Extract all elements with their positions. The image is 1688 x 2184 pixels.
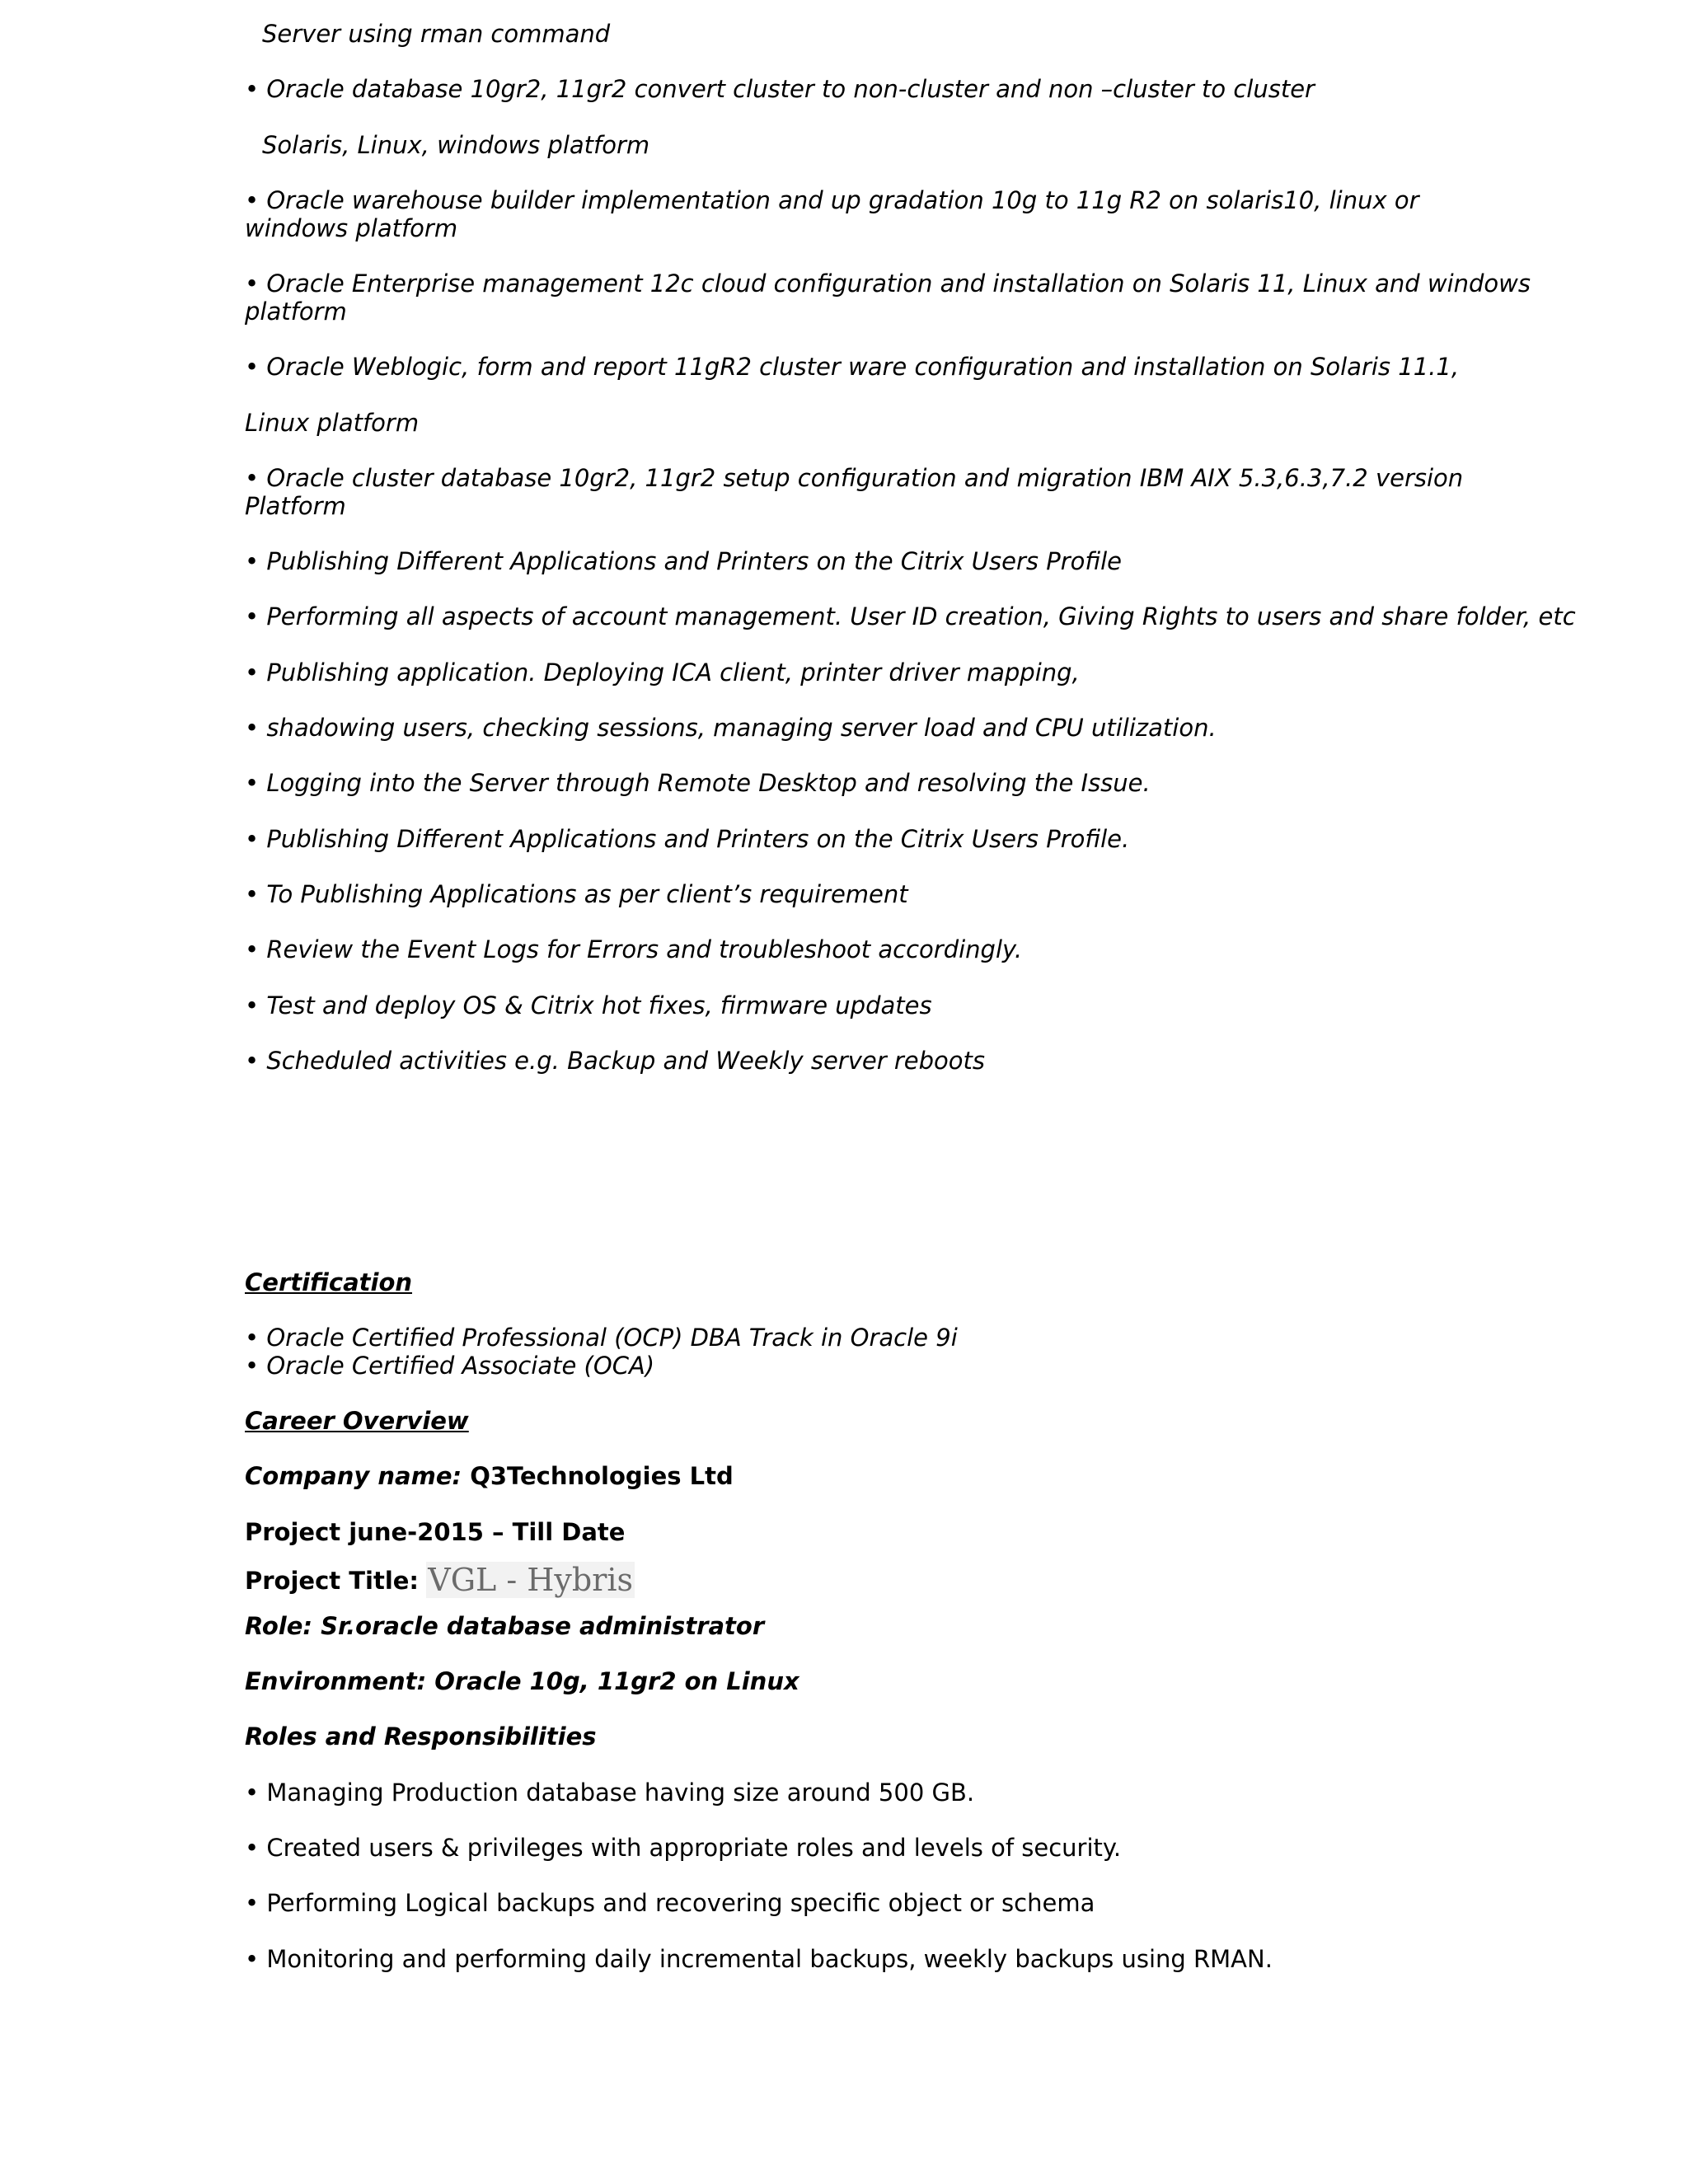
project-title-line — [245, 1562, 635, 1598]
experience-line: Solaris, Linux, windows platform — [262, 131, 650, 159]
experience-bullet: • Oracle Weblogic, form and report 11gR2 cluster ware configuration and installation on Solaris 11.1, — [245, 353, 1460, 381]
experience-line: Linux platform — [245, 409, 420, 437]
experience-bullet: • Publishing Different Applications and Printers on the Citrix Users Profile — [245, 547, 1123, 575]
role-line: Role: Sr.oracle database administrator — [245, 1612, 765, 1640]
experience-bullet: • Performing all aspects of account management. User ID creation, Giving Rights to users and share folder, etc — [245, 602, 1576, 630]
experience-bullet: • shadowing users, checking sessions, managing server load and CPU utilization. — [245, 714, 1217, 742]
experience-line: windows platform — [245, 214, 458, 242]
experience-bullet: • To Publishing Applications as per client’s requirement — [245, 880, 908, 908]
responsibility-item: • Performing Logical backups and recovering specific object or schema — [245, 1889, 1095, 1917]
experience-bullet: • Test and deploy OS & Citrix hot fixes, firmware updates — [245, 991, 932, 1019]
experience-bullet: • Scheduled activities e.g. Backup and Weekly server reboots — [245, 1047, 986, 1075]
experience-bullet: • Oracle warehouse builder implementation and up gradation 10g to 11g R2 on solaris10, linux or — [245, 186, 1419, 214]
experience-line: platform — [245, 298, 347, 326]
experience-bullet: • Oracle Enterprise management 12c cloud configuration and installation on Solaris 11, Linux and windows — [245, 269, 1531, 298]
experience-bullet: • Review the Event Logs for Errors and troubleshoot accordingly. — [245, 935, 1023, 963]
experience-bullet: • Publishing Different Applications and Printers on the Citrix Users Profile. — [245, 825, 1130, 853]
environment-line: Environment: Oracle 10g, 11gr2 on Linux — [245, 1667, 799, 1695]
responsibility-item: • Managing Production database having size around 500 GB. — [245, 1779, 975, 1807]
company-name-value: Q3Technologies Ltd — [462, 1462, 734, 1490]
responsibility-item: • Monitoring and performing daily incremental backups, weekly backups using RMAN. — [245, 1945, 1273, 1973]
project-period: Project june-2015 – Till Date — [245, 1518, 626, 1546]
experience-line: Platform — [245, 492, 346, 520]
career-overview-heading: Career Overview — [245, 1407, 469, 1435]
experience-bullet: • Oracle cluster database 10gr2, 11gr2 setup configuration and migration IBM AIX 5.3,6.3,7.2 version — [245, 464, 1464, 492]
experience-line: Server using rman command — [262, 20, 611, 48]
company-name-label: Company name: — [245, 1462, 462, 1490]
experience-bullet: • Publishing application. Deploying ICA client, printer driver mapping, — [245, 658, 1080, 687]
company-name-line — [245, 1462, 734, 1490]
certification-item: • Oracle Certified Professional (OCP) DBA Track in Oracle 9i — [245, 1324, 958, 1352]
experience-bullet: • Oracle database 10gr2, 11gr2 convert cluster to non-cluster and non –cluster to cluster — [245, 75, 1315, 103]
experience-bullet: • Logging into the Server through Remote Desktop and resolving the Issue. — [245, 769, 1151, 797]
roles-responsibilities-heading: Roles and Responsibilities — [245, 1722, 597, 1750]
responsibility-item: • Created users & privileges with appropriate roles and levels of security. — [245, 1834, 1122, 1862]
project-title-value: VGL - Hybris — [428, 1562, 634, 1598]
certification-heading: Certification — [245, 1268, 413, 1296]
project-title-label: Project Title: — [245, 1567, 420, 1595]
certification-item: • Oracle Certified Associate (OCA) — [245, 1352, 655, 1380]
